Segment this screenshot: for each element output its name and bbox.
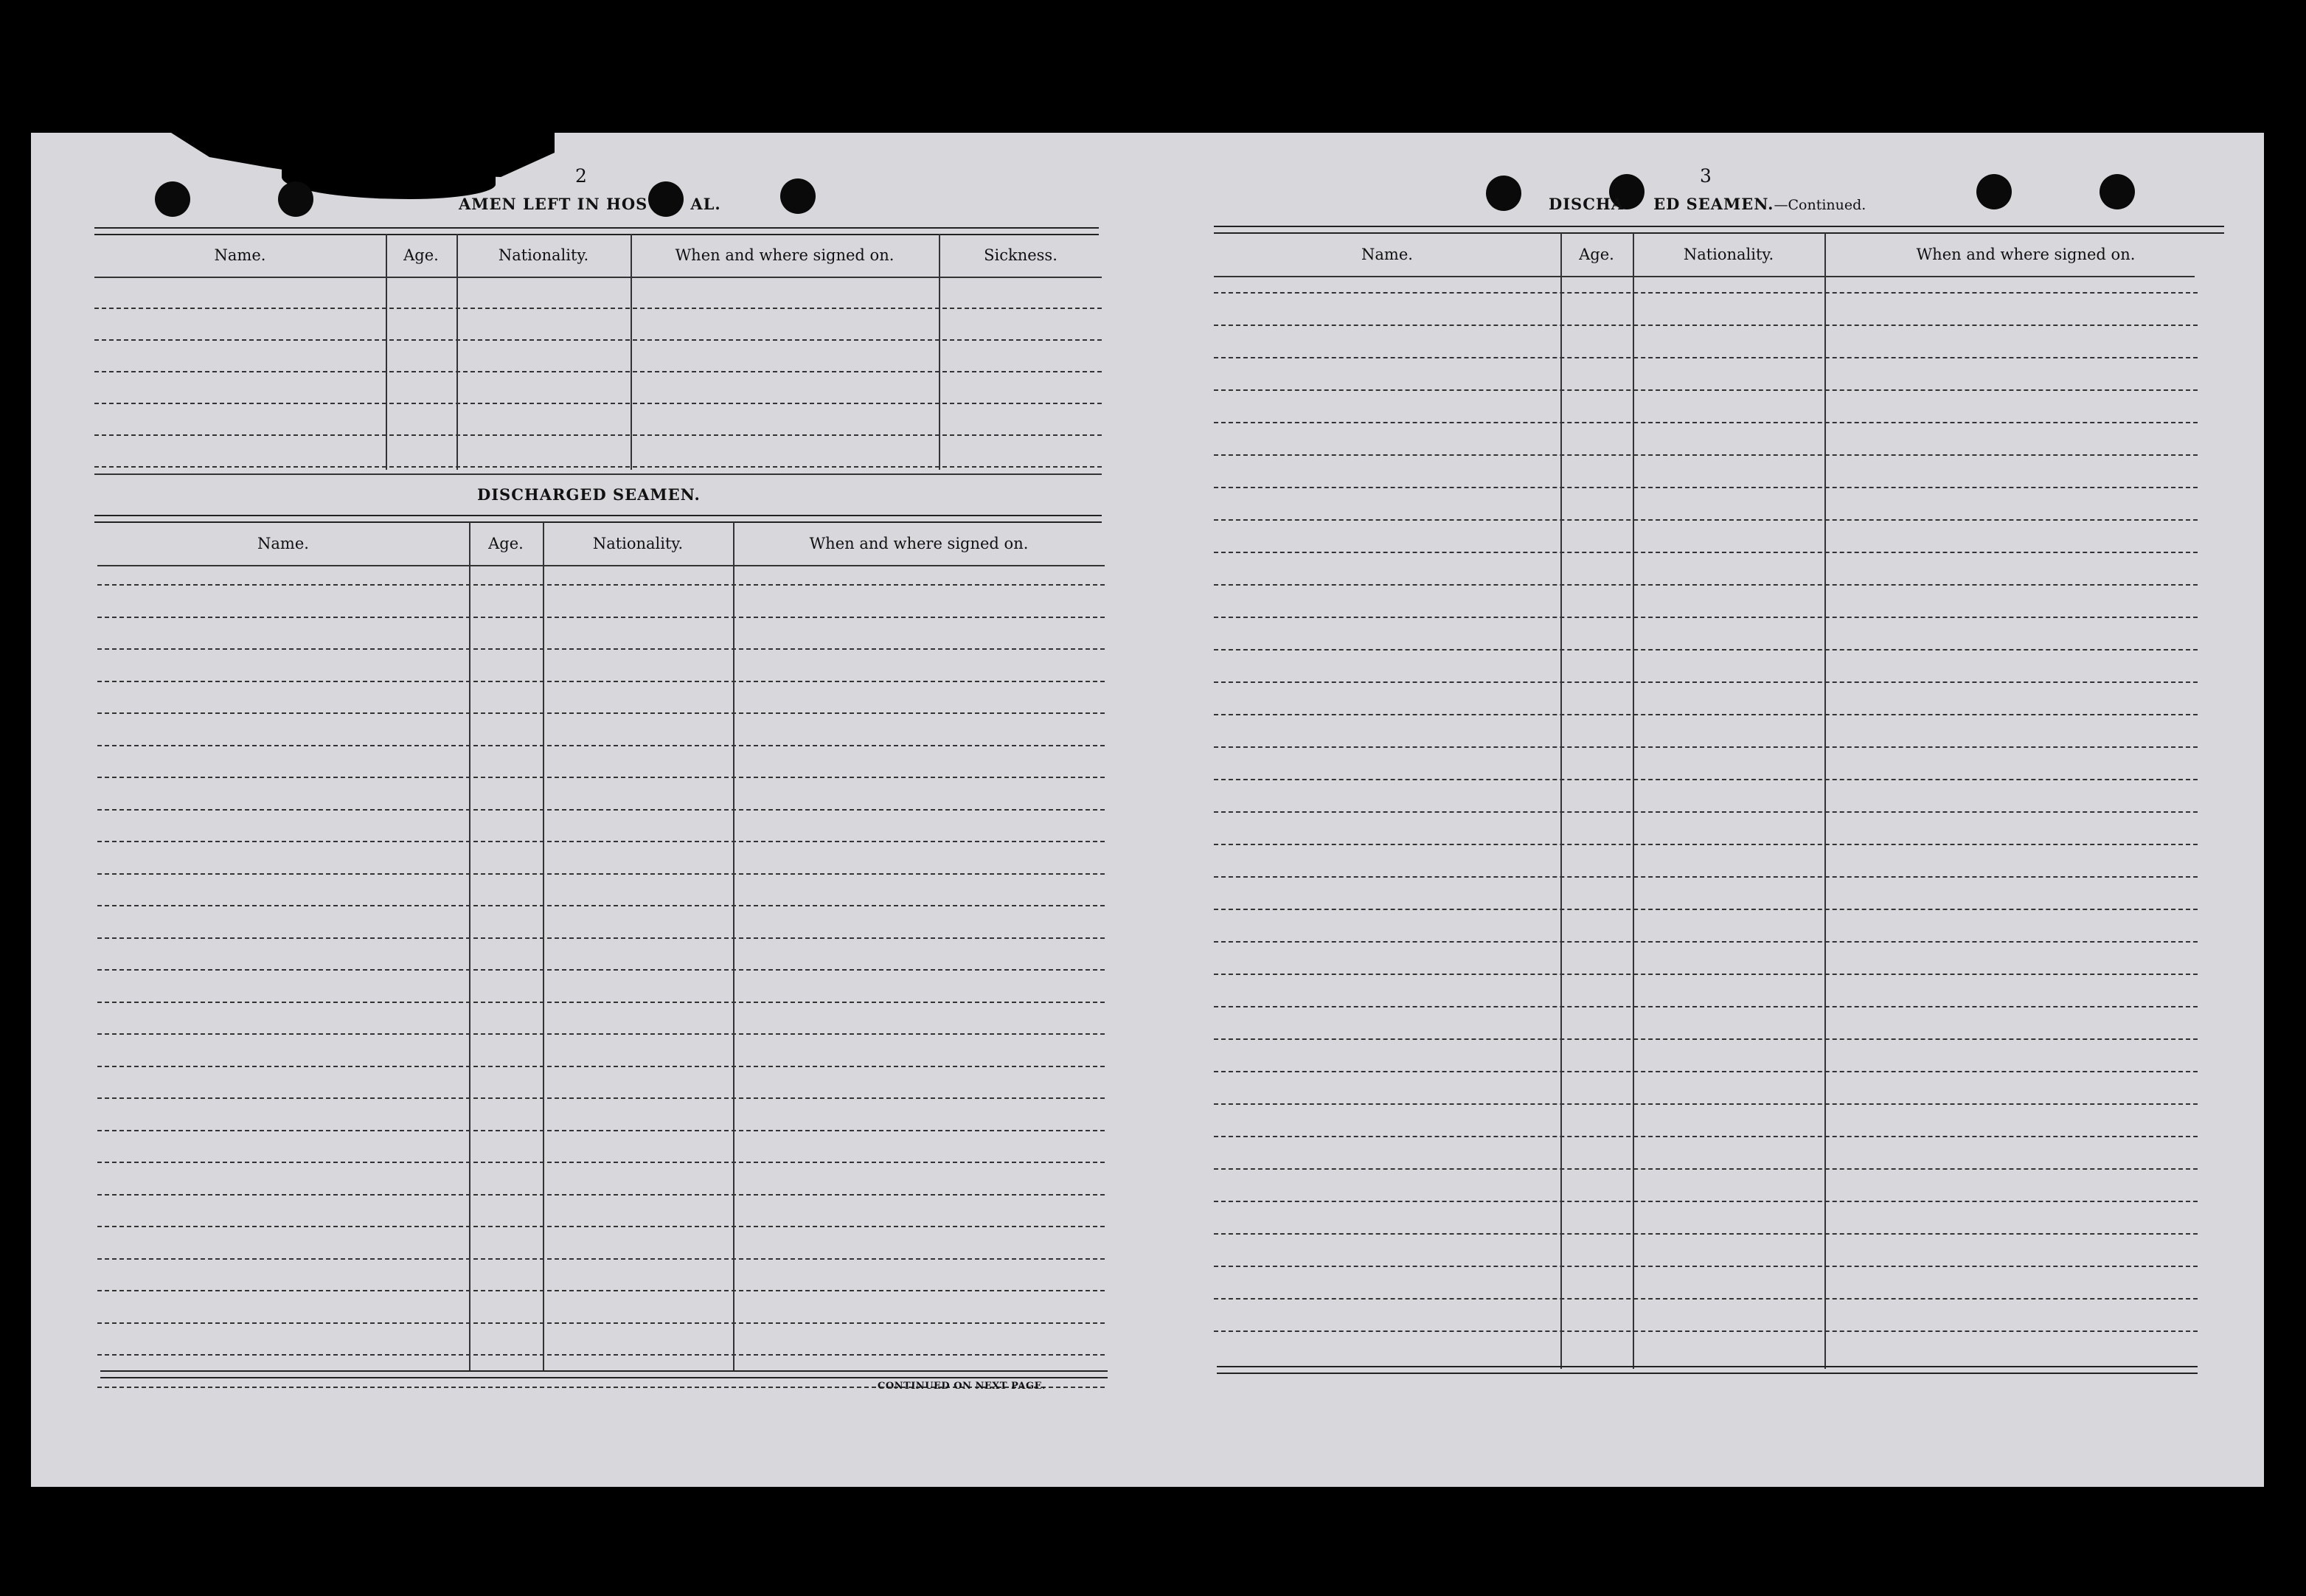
entry-line [97,1194,1105,1196]
punch-hole [1486,176,1521,211]
torn-corner [282,162,496,199]
entry-line [97,1097,1105,1099]
entry-line [1214,909,2198,910]
entry-line [94,308,1102,309]
entry-line [97,617,1105,618]
entry-line [1214,552,2198,553]
entry-line [1214,811,2198,813]
entry-line [97,1002,1105,1003]
column-header-nationality: Nationality. [498,246,589,264]
discharged-table [97,522,1105,1370]
entry-line [1214,1103,2198,1105]
entry-line [97,873,1105,875]
entry-line [97,1354,1105,1356]
discharged-continued-table [1214,233,2227,1372]
table-end-rule [100,1370,1108,1378]
entry-line [1214,584,2198,586]
punch-hole [155,181,190,217]
entry-line [1214,746,2198,748]
continued-footer: CONTINUED ON NEXT PAGE. [878,1381,1046,1392]
entry-line [1214,941,2198,943]
column-header-name: Name. [1361,246,1413,263]
punch-hole [1976,174,2012,209]
column-header-when-where: When and where signed on. [1916,246,2136,263]
entry-line [97,745,1105,746]
section-end-rule [94,473,1102,475]
form-sheet [31,133,2264,1487]
column-header-name: Name. [214,246,266,264]
entry-line [97,1066,1105,1067]
table-end-rule [1217,1366,2198,1374]
header-rule [97,565,1105,566]
entry-line [97,1290,1105,1291]
entry-line [97,809,1105,811]
entry-line [94,403,1102,404]
entry-line [97,905,1105,906]
entry-line [1214,454,2198,456]
discharged-section-title: DISCHARGED SEAMEN. [477,485,701,504]
header-rule [1214,276,2195,277]
entry-line [1214,292,2198,294]
punch-hole [278,181,313,217]
entry-line [97,937,1105,939]
entry-line [97,841,1105,842]
entry-line [1214,325,2198,326]
hospital-table [94,234,1102,477]
entry-line [97,681,1105,682]
entry-line [1214,714,2198,715]
column-header-name: Name. [257,535,309,552]
entry-line [97,1226,1105,1227]
entry-line [97,1162,1105,1163]
column-header-age: Age. [1579,246,1614,263]
entry-line [1214,1266,2198,1267]
column-header-nationality: Nationality. [592,535,684,552]
column-divider [1633,233,1634,1369]
punch-hole [780,178,816,214]
column-header-nationality: Nationality. [1683,246,1774,263]
entry-line [1214,487,2198,488]
entry-line [1214,1071,2198,1072]
entry-line [97,648,1105,650]
entry-line [94,371,1102,372]
entry-line [1214,844,2198,845]
entry-line [97,1033,1105,1035]
entry-line [1214,649,2198,650]
entry-line [94,434,1102,436]
entry-line [1214,1136,2198,1137]
discharged-continued-title: DISCHA ED SEAMEN.—Continued. [1549,195,1866,213]
entry-line [1214,779,2198,780]
entry-line [1214,974,2198,975]
entry-line [1214,1233,2198,1235]
entry-line [97,1258,1105,1260]
column-header-age: Age. [403,246,439,264]
column-divider [1560,233,1562,1369]
entry-line [1214,1006,2198,1007]
entry-line [1214,389,2198,391]
entry-line [1214,617,2198,618]
column-header-sickness: Sickness. [984,246,1058,264]
entry-line [1214,1201,2198,1202]
column-header-when-where: When and where signed on. [675,246,895,264]
entry-line [97,712,1105,714]
header-rule [94,277,1102,278]
entry-line [97,584,1105,586]
page-number: 2 [575,165,587,187]
entry-line [97,1130,1105,1131]
entry-line [97,777,1105,778]
page-number: 3 [1700,165,1712,187]
entry-line [1214,1330,2198,1332]
entry-line [1214,1168,2198,1170]
entry-line [94,466,1102,468]
punch-hole [2100,174,2135,209]
entry-line [1214,357,2198,358]
entry-line [1214,681,2198,683]
entry-line [1214,1038,2198,1040]
hospital-section-title: AMEN LEFT IN HOS AL. [459,195,721,213]
entry-line [1214,1298,2198,1300]
entry-line [1214,876,2198,878]
column-header-age: Age. [488,535,524,552]
entry-line [1214,422,2198,423]
column-header-when-where: When and where signed on. [809,535,1029,552]
entry-line [94,339,1102,341]
entry-line [97,1322,1105,1324]
column-divider [1824,233,1826,1369]
entry-line [97,969,1105,971]
entry-line [1214,519,2198,521]
